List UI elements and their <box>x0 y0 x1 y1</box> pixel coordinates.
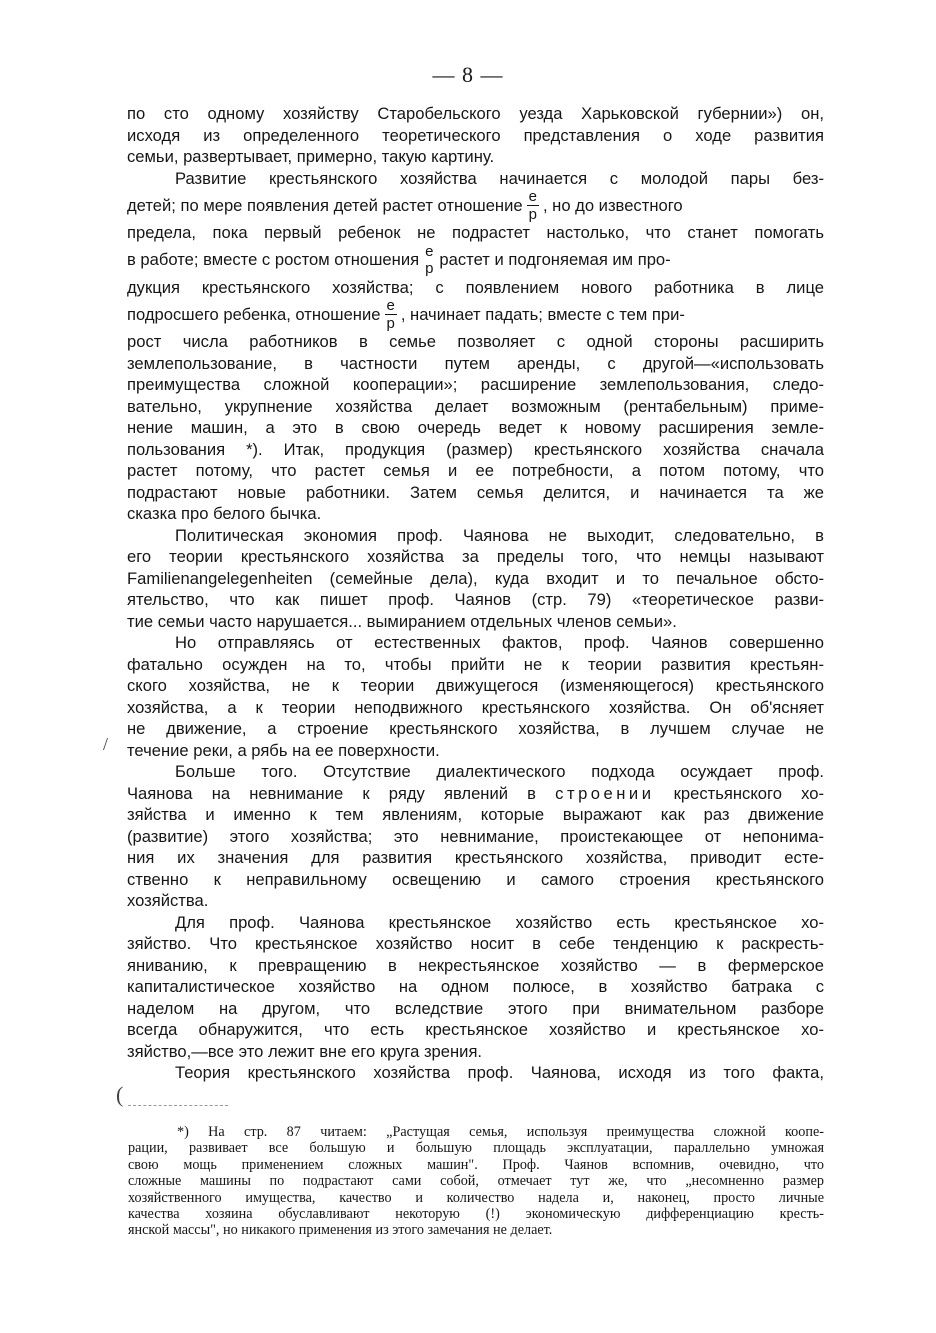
footnote-line: *) На стр. 87 читаем: „Растущая семья, используя преимущества сложной коопе- <box>177 1124 824 1140</box>
fraction-numerator: е <box>386 297 395 314</box>
text-line: зяйство,—все это лежит вне его круга зрения. <box>127 1041 483 1061</box>
fraction-denominator: р <box>528 206 537 223</box>
text-line: яниванию, к превращению в некрестьянское хозяйство — в фермерское <box>127 955 824 975</box>
main-text <box>127 103 824 1084</box>
text-segment: подросшего ребенка, отношение <box>127 304 381 324</box>
text-segment: Чаянова на невнимание к ряду явлений в <box>127 783 536 803</box>
text-line: ственно к неправильному освещению и самого строения крестьянского <box>127 869 824 889</box>
text-line: ского хозяйства, не к теории движущегося (изменяющегося) крестьянского <box>127 676 824 695</box>
page-number: — 8 — <box>432 62 504 87</box>
text-line: ятельство, что как пишет проф. Чаянов (стр. 79) «теоретическое разви- <box>127 590 824 609</box>
fraction-numerator: е <box>528 188 537 205</box>
fraction-e-over-p <box>384 298 396 331</box>
text-line: Но отправляясь от естественных фактов, проф. Чаянов совершенно <box>175 633 824 652</box>
text-line: Больше того. Отсутствие диалектического подхода осуждает проф. <box>175 762 824 781</box>
text-line-with-fraction <box>127 298 824 331</box>
text-line: всегда обнаружится, что есть крестьянское хозяйство и крестьянское хо- <box>127 1020 824 1039</box>
text-line: хозяйства, а к теории неподвижного крестьянского хозяйства. Он об'ясняет <box>127 697 824 717</box>
footnote-line: сложные машины по подрастают сами собой, отмечает тут же, что „несомненно размер <box>128 1173 824 1190</box>
text-line: фатально осужден на то, чтобы прийти не к теории развития крестьян- <box>127 654 824 674</box>
text-line: Для проф. Чаянова крестьянское хозяйство есть крестьянское хо- <box>175 912 824 932</box>
text-line-with-fraction <box>127 189 824 222</box>
text-line: по сто одному хозяйству Старобельского уезда Харьковской губернии») он, <box>127 104 824 123</box>
text-line: нение машин, а это в свою очередь ведет к новому расширения земле- <box>127 418 824 437</box>
text-line: подрастают новые работники. Затем семья делится, и начинается та же <box>127 482 824 502</box>
footnote-line: рации, развивает все большую и большую площадь эксплуатации, параллельно умножая <box>128 1140 824 1157</box>
fraction-e-over-p <box>527 189 539 222</box>
text-line: рост числа работников в семье позволяет с одной стороны расширить <box>127 332 824 351</box>
fraction-denominator: р <box>425 260 434 277</box>
footnote-line: качества хозяина обуславливают некоторую (!) экономическую дифференциацию кресть- <box>128 1206 824 1223</box>
text-line: сказка про белого бычка. <box>127 504 322 523</box>
text-line: не движение, а строение крестьянского хозяйства, в лучшем случае не <box>127 719 824 738</box>
text-line: (развитие) этого хозяйства; это невнимание, проистекающее от непонима- <box>127 826 824 846</box>
text-line: течение реки, а рябь на ее поверхности. <box>127 740 440 760</box>
text-line: Теория крестьянского хозяйства проф. Чаянова, исходя из того факта, <box>175 1063 824 1082</box>
text-line: хозяйства. <box>127 891 209 910</box>
emphasized-word: строении <box>555 783 655 803</box>
footnote-line: янской массы", но никакого применения из этого замечания не делает. <box>128 1222 553 1239</box>
text-line: его теории крестьянского хозяйства за пределы того, что немцы называют <box>127 547 824 566</box>
text-line: ния их значения для развития крестьянского хозяйства, приводит есте- <box>127 848 824 867</box>
text-line-with-fraction <box>127 244 824 277</box>
footnote <box>128 1124 824 1239</box>
text-line: наделом на другом, что вследствие этого при внимательном разборе <box>127 998 824 1018</box>
text-segment: растет и подгоняемая им про- <box>439 250 671 270</box>
fraction-numerator: е <box>425 243 434 260</box>
text-segment: детей; по мере появления детей растет отношение <box>127 195 523 215</box>
text-line-with-emphasis <box>127 783 824 805</box>
text-line: дукция крестьянского хозяйства; с появлением нового работника в лице <box>127 277 824 297</box>
text-line: Familienangelegenheiten (семейные дела), куда входит и то печальное обсто- <box>127 568 824 588</box>
footnote-line: хозяйственного имущества, качество и количество надела и, наконец, просто личные <box>128 1189 824 1206</box>
text-line: землепользование, в частности путем аренды, с другой—«использовать <box>127 353 824 373</box>
text-line: капиталистическое хозяйство на одном полюсе, в хозяйство батрака с <box>127 977 824 996</box>
text-line: Развитие крестьянского хозяйства начинается с молодой пары без- <box>175 168 824 188</box>
text-line: Политическая экономия проф. Чаянова не выходит, следовательно, в <box>175 525 824 545</box>
text-line: предела, пока первый ребенок не подрастет настолько, что станет помогать <box>127 223 824 242</box>
text-line: вательно, укрупнение хозяйства делает возможным (рентабельным) приме- <box>127 396 824 416</box>
margin-pencil-mark: / <box>103 734 109 754</box>
text-line: растет потому, что растет семья и ее потребности, а потом потому, что <box>127 461 824 480</box>
text-line: пользования *). Итак, продукция (размер) крестьянского хозяйства сначала <box>127 439 824 459</box>
text-line: зяйство. Что крестьянское хозяйство носит в себе тенденцию к раскресть- <box>127 934 824 953</box>
footnote-line: свою мощь применением сложных машин". Проф. Чаянов вспомнив, очевидно, что <box>128 1156 824 1173</box>
text-line: исходя из определенного теоретического представления о ходе развития <box>127 125 824 145</box>
fraction-denominator: р <box>386 315 395 332</box>
text-segment: в работе; вместе с ростом отношения <box>127 250 420 270</box>
text-segment: крестьянского хо- <box>673 783 824 803</box>
text-line: тие семьи часто нарушается... вымиранием отдельных членов семьи». <box>127 611 677 631</box>
text-segment: , начинает падать; вместе с тем при- <box>400 304 685 324</box>
text-segment: , но до известного <box>542 195 683 215</box>
text-line: семьи, развертывает, примерно, такую картину. <box>127 147 495 166</box>
margin-pencil-mark: ( <box>116 1082 124 1107</box>
footnote-separator <box>128 1105 228 1106</box>
fraction-e-over-p <box>423 244 435 276</box>
text-line: преимущества сложной кооперации»; расширение землепользования, следо- <box>127 375 824 394</box>
text-line: зяйства и именно к тем явлениям, которые выражают как раз движение <box>127 805 824 824</box>
